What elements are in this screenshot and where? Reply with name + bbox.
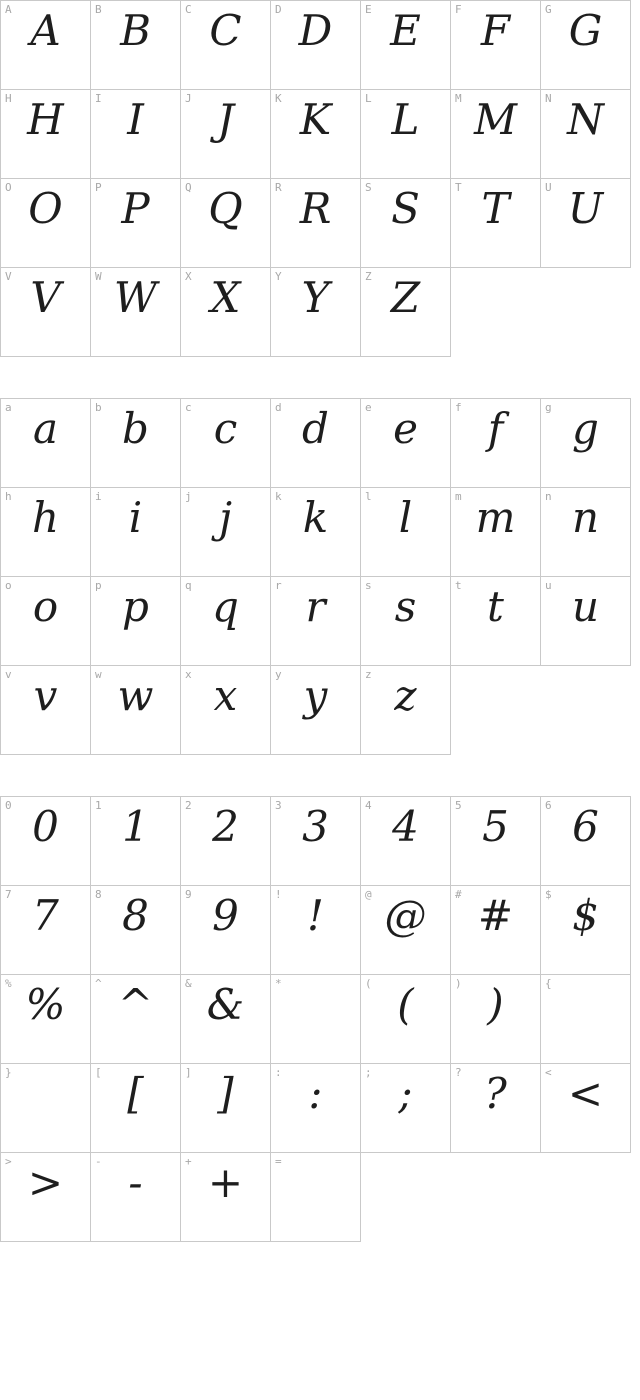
char-code-label: y — [275, 668, 282, 681]
charmap-row — [1, 268, 631, 357]
char-code-label: ( — [365, 977, 372, 990]
char-cell-H — [1, 90, 91, 179]
char-cell-: — [271, 1064, 361, 1153]
char-glyph: O — [28, 184, 63, 233]
char-code-label: & — [185, 977, 192, 990]
char-code-label: 2 — [185, 799, 192, 812]
char-glyph: W — [113, 273, 158, 322]
char-code-label: 6 — [545, 799, 552, 812]
char-code-label: Z — [365, 270, 372, 283]
char-cell-K — [271, 90, 361, 179]
char-code-label: ^ — [95, 977, 102, 990]
char-code-label: : — [275, 1066, 282, 1079]
char-glyph: B — [120, 6, 151, 55]
char-code-label: i — [95, 490, 102, 503]
char-cell-v — [1, 666, 91, 755]
char-glyph: r — [305, 582, 326, 631]
char-glyph: 7 — [32, 891, 59, 940]
char-code-label: b — [95, 401, 102, 414]
char-glyph: & — [206, 980, 245, 1029]
char-cell-R — [271, 179, 361, 268]
char-glyph: c — [213, 404, 238, 453]
char-glyph: D — [298, 6, 333, 55]
char-cell-p — [91, 577, 181, 666]
charmap-table-numbers-symbols — [0, 796, 631, 1242]
char-glyph: k — [302, 493, 329, 542]
charmap-row — [1, 797, 631, 886]
char-code-label: K — [275, 92, 282, 105]
char-code-label: + — [185, 1155, 192, 1168]
char-code-label: ] — [185, 1066, 192, 1079]
char-cell-* — [271, 975, 361, 1064]
char-code-label: z — [365, 668, 372, 681]
charmap-row — [1, 577, 631, 666]
char-glyph: - — [128, 1158, 143, 1207]
char-code-label: o — [5, 579, 12, 592]
char-glyph: U — [567, 184, 604, 233]
char-cell-1 — [91, 797, 181, 886]
char-code-label: T — [455, 181, 462, 194]
charmap-row — [1, 1, 631, 90]
char-glyph: Y — [301, 273, 330, 322]
char-cell-7 — [1, 886, 91, 975]
char-glyph: 4 — [392, 802, 419, 851]
char-glyph: l — [398, 493, 413, 542]
char-glyph: q — [212, 582, 239, 631]
char-code-label: n — [545, 490, 552, 503]
char-glyph: d — [302, 404, 329, 453]
char-cell-r — [271, 577, 361, 666]
charmap-row — [1, 179, 631, 268]
char-code-label: w — [95, 668, 102, 681]
char-code-label: @ — [365, 888, 372, 901]
charmap-row — [1, 90, 631, 179]
char-code-label: 4 — [365, 799, 372, 812]
char-code-label: P — [95, 181, 102, 194]
char-code-label: k — [275, 490, 282, 503]
char-cell-] — [181, 1064, 271, 1153]
char-cell-l — [361, 488, 451, 577]
char-glyph: X — [210, 273, 241, 322]
char-cell-( — [361, 975, 451, 1064]
char-glyph: % — [25, 980, 66, 1029]
char-cell-0 — [1, 797, 91, 886]
char-glyph: g — [572, 404, 599, 453]
char-glyph: ] — [217, 1069, 234, 1118]
char-glyph: y — [303, 671, 328, 720]
char-cell-< — [541, 1064, 631, 1153]
char-code-label: r — [275, 579, 282, 592]
char-glyph: ( — [397, 980, 414, 1029]
char-code-label: 5 — [455, 799, 462, 812]
char-glyph: P — [121, 184, 150, 233]
char-code-label: S — [365, 181, 372, 194]
char-glyph: n — [571, 493, 600, 542]
char-code-label: e — [365, 401, 372, 414]
char-cell-} — [1, 1064, 91, 1153]
char-cell-+ — [181, 1153, 271, 1242]
char-glyph: V — [30, 273, 61, 322]
char-code-label: { — [545, 977, 552, 990]
char-cell-! — [271, 886, 361, 975]
char-cell-8 — [91, 886, 181, 975]
char-glyph: w — [117, 671, 154, 720]
char-code-label: c — [185, 401, 192, 414]
char-cell-{ — [541, 975, 631, 1064]
char-code-label: G — [545, 3, 552, 16]
char-code-label: B — [95, 3, 102, 16]
char-code-label: # — [455, 888, 462, 901]
char-code-label: } — [5, 1066, 12, 1079]
char-cell-e — [361, 399, 451, 488]
char-code-label: 1 — [95, 799, 102, 812]
char-code-label: f — [455, 401, 462, 414]
charmap-row — [1, 399, 631, 488]
char-cell-# — [451, 886, 541, 975]
char-cell-E — [361, 1, 451, 90]
char-glyph: t — [487, 582, 504, 631]
char-cell-D — [271, 1, 361, 90]
char-code-label: j — [185, 490, 192, 503]
char-cell-; — [361, 1064, 451, 1153]
char-cell-f — [451, 399, 541, 488]
char-code-label: N — [545, 92, 552, 105]
char-glyph: ! — [307, 891, 324, 940]
char-glyph: : — [308, 1069, 323, 1118]
char-glyph: @ — [384, 891, 427, 940]
char-code-label: X — [185, 270, 192, 283]
char-cell-N — [541, 90, 631, 179]
char-code-label: W — [95, 270, 102, 283]
char-code-label: l — [365, 490, 372, 503]
char-cell-G — [541, 1, 631, 90]
char-cell-& — [181, 975, 271, 1064]
char-cell-q — [181, 577, 271, 666]
char-code-label: 3 — [275, 799, 282, 812]
char-glyph: i — [128, 493, 143, 542]
char-cell-Q — [181, 179, 271, 268]
char-cell-5 — [451, 797, 541, 886]
char-code-label: A — [5, 3, 12, 16]
char-cell-n — [541, 488, 631, 577]
char-glyph: J — [217, 95, 234, 144]
char-cell-% — [1, 975, 91, 1064]
char-code-label: $ — [545, 888, 552, 901]
char-cell-k — [271, 488, 361, 577]
char-cell-= — [271, 1153, 361, 1242]
char-cell-B — [91, 1, 181, 90]
char-cell-J — [181, 90, 271, 179]
char-glyph: E — [390, 6, 421, 55]
char-cell-F — [451, 1, 541, 90]
char-cell-P — [91, 179, 181, 268]
char-code-label: d — [275, 401, 282, 414]
char-glyph: ; — [398, 1069, 413, 1118]
char-glyph: 5 — [482, 802, 509, 851]
char-glyph: 3 — [302, 802, 329, 851]
char-glyph: < — [567, 1069, 604, 1118]
char-cell-j — [181, 488, 271, 577]
char-cell-@ — [361, 886, 451, 975]
char-code-label: 8 — [95, 888, 102, 901]
char-code-label: ; — [365, 1066, 372, 1079]
char-cell-S — [361, 179, 451, 268]
char-cell-V — [1, 268, 91, 357]
char-cell-U — [541, 179, 631, 268]
char-cell-I — [91, 90, 181, 179]
char-code-label: H — [5, 92, 12, 105]
char-code-label: > — [5, 1155, 12, 1168]
char-code-label: m — [455, 490, 462, 503]
charmap-row — [1, 886, 631, 975]
char-glyph: Z — [390, 273, 421, 322]
char-glyph: p — [122, 582, 149, 631]
char-cell-) — [451, 975, 541, 1064]
char-code-label: % — [5, 977, 12, 990]
char-code-label: J — [185, 92, 192, 105]
charmap-row — [1, 975, 631, 1064]
char-glyph: F — [480, 6, 511, 55]
char-code-label: h — [5, 490, 12, 503]
char-code-label: 7 — [5, 888, 12, 901]
char-cell-b — [91, 399, 181, 488]
char-glyph: 9 — [212, 891, 239, 940]
char-cell-2 — [181, 797, 271, 886]
char-code-label: = — [275, 1155, 282, 1168]
char-cell-Z — [361, 268, 451, 357]
char-glyph: + — [207, 1158, 244, 1207]
char-code-label: D — [275, 3, 282, 16]
char-code-label: ) — [455, 977, 462, 990]
char-glyph: $ — [572, 891, 599, 940]
char-code-label: g — [545, 401, 552, 414]
char-cell-^ — [91, 975, 181, 1064]
char-code-label: C — [185, 3, 192, 16]
char-code-label: s — [365, 579, 372, 592]
char-cell-u — [541, 577, 631, 666]
char-code-label: F — [455, 3, 462, 16]
char-cell-d — [271, 399, 361, 488]
char-glyph: 1 — [122, 802, 149, 851]
char-code-label: u — [545, 579, 552, 592]
char-cell-g — [541, 399, 631, 488]
char-cell-4 — [361, 797, 451, 886]
char-code-label: Y — [275, 270, 282, 283]
char-cell-x — [181, 666, 271, 755]
char-cell-A — [1, 1, 91, 90]
char-code-label: * — [275, 977, 282, 990]
char-cell-m — [451, 488, 541, 577]
char-glyph: j — [218, 493, 233, 542]
char-glyph: ) — [487, 980, 504, 1029]
char-cell-h — [1, 488, 91, 577]
char-code-label: U — [545, 181, 552, 194]
char-code-label: L — [365, 92, 372, 105]
char-code-label: x — [185, 668, 192, 681]
char-glyph: o — [32, 582, 59, 631]
char-cell-[ — [91, 1064, 181, 1153]
char-cell-a — [1, 399, 91, 488]
char-glyph: ^ — [117, 980, 154, 1029]
char-glyph: b — [122, 404, 149, 453]
char-cell-L — [361, 90, 451, 179]
char-code-label: ? — [455, 1066, 462, 1079]
char-glyph: N — [567, 95, 604, 144]
char-code-label: V — [5, 270, 12, 283]
char-glyph: 8 — [122, 891, 149, 940]
char-cell-M — [451, 90, 541, 179]
char-cell-$ — [541, 886, 631, 975]
char-glyph: K — [299, 95, 332, 144]
charmap-row — [1, 666, 631, 755]
charmap-table-uppercase — [0, 0, 631, 357]
char-glyph: h — [31, 493, 60, 542]
char-code-label: p — [95, 579, 102, 592]
char-glyph: s — [394, 582, 417, 631]
charmap-row — [1, 1064, 631, 1153]
char-cell-i — [91, 488, 181, 577]
char-glyph: Q — [208, 184, 243, 233]
char-cell-O — [1, 179, 91, 268]
char-glyph: 0 — [32, 802, 59, 851]
char-glyph: a — [32, 404, 59, 453]
char-glyph: x — [213, 671, 238, 720]
char-code-label: v — [5, 668, 12, 681]
char-glyph: # — [477, 891, 514, 940]
char-glyph: [ — [127, 1069, 144, 1118]
char-code-label: - — [95, 1155, 102, 1168]
char-code-label: I — [95, 92, 102, 105]
char-glyph: C — [209, 6, 242, 55]
char-code-label: a — [5, 401, 12, 414]
char-cell-T — [451, 179, 541, 268]
char-glyph: H — [27, 95, 64, 144]
char-code-label: R — [275, 181, 282, 194]
char-cell-> — [1, 1153, 91, 1242]
char-cell-9 — [181, 886, 271, 975]
char-cell-3 — [271, 797, 361, 886]
char-code-label: O — [5, 181, 12, 194]
charmap-table-lowercase — [0, 398, 631, 755]
char-cell-C — [181, 1, 271, 90]
char-glyph: 2 — [212, 802, 239, 851]
char-glyph: M — [473, 95, 517, 144]
char-glyph: 6 — [572, 802, 599, 851]
char-code-label: [ — [95, 1066, 102, 1079]
char-cell-? — [451, 1064, 541, 1153]
char-glyph: A — [30, 6, 61, 55]
char-cell-Y — [271, 268, 361, 357]
char-glyph: T — [481, 184, 510, 233]
char-code-label: Q — [185, 181, 192, 194]
char-code-label: < — [545, 1066, 552, 1079]
char-cell-y — [271, 666, 361, 755]
char-code-label: q — [185, 579, 192, 592]
char-cell-t — [451, 577, 541, 666]
char-glyph: I — [127, 95, 144, 144]
char-cell-w — [91, 666, 181, 755]
char-code-label: ! — [275, 888, 282, 901]
charmap-row — [1, 1153, 631, 1242]
char-glyph: > — [27, 1158, 64, 1207]
char-glyph: S — [391, 184, 420, 233]
char-code-label: E — [365, 3, 372, 16]
char-glyph: f — [487, 404, 504, 453]
char-glyph: u — [571, 582, 600, 631]
char-cell-X — [181, 268, 271, 357]
char-glyph: m — [475, 493, 516, 542]
char-cell-W — [91, 268, 181, 357]
char-cell-c — [181, 399, 271, 488]
char-cell-6 — [541, 797, 631, 886]
char-glyph: v — [33, 671, 58, 720]
char-code-label: t — [455, 579, 462, 592]
char-code-label: 9 — [185, 888, 192, 901]
char-glyph: z — [394, 671, 417, 720]
charmap-row — [1, 488, 631, 577]
char-glyph: R — [299, 184, 332, 233]
char-cell-s — [361, 577, 451, 666]
char-glyph: e — [393, 404, 418, 453]
char-glyph: G — [568, 6, 603, 55]
char-glyph: ? — [484, 1069, 507, 1118]
char-cell-o — [1, 577, 91, 666]
char-cell-- — [91, 1153, 181, 1242]
char-cell-z — [361, 666, 451, 755]
char-code-label: M — [455, 92, 462, 105]
char-glyph: L — [391, 95, 420, 144]
char-code-label: 0 — [5, 799, 12, 812]
